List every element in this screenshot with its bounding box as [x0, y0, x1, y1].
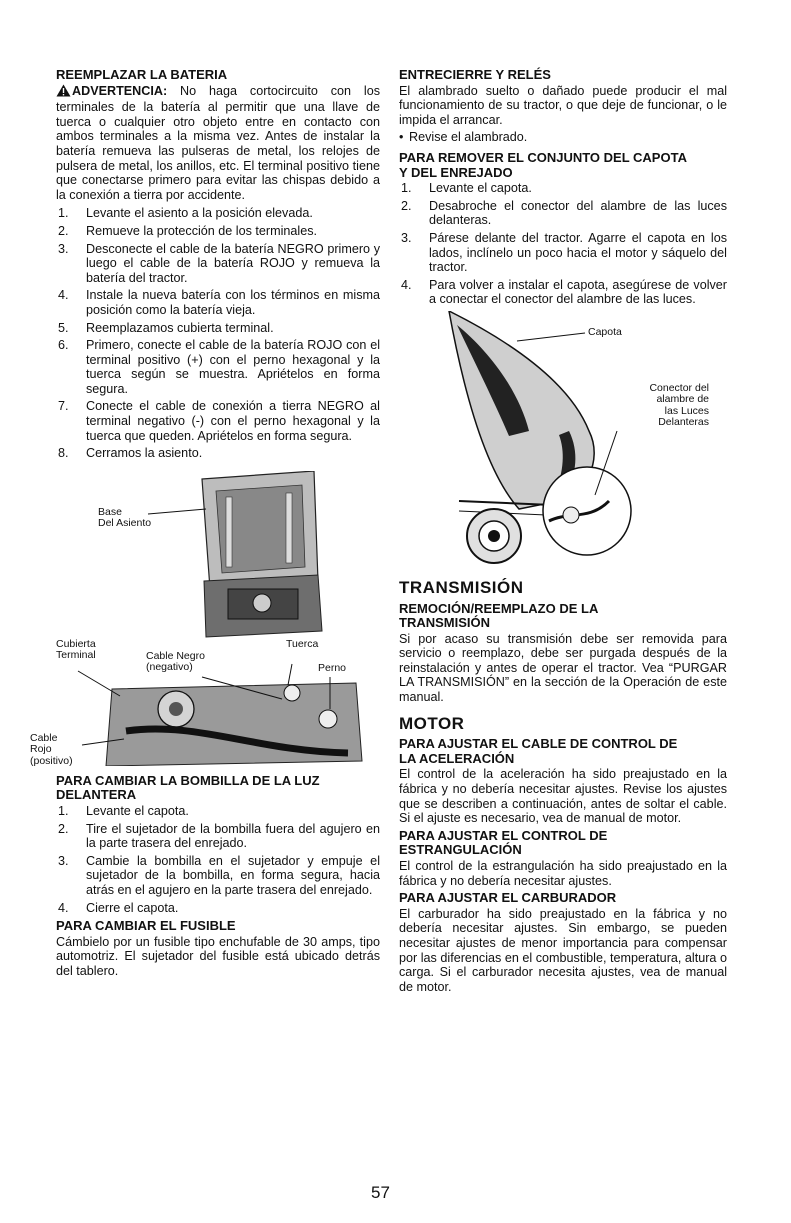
page-number: 57: [371, 1183, 390, 1202]
hood-steps: [399, 181, 727, 307]
label-cable-negro: Cable Negro (negativo): [146, 649, 205, 674]
hood-title: PARA REMOVER EL CONJUNTO DEL CAPOTA Y DEL ENREJADO: [399, 149, 687, 180]
label-conector: Conector del alambre de las Luces Delanteras: [649, 381, 709, 429]
hood-figure: [399, 311, 727, 573]
fuse-text: Cámbielo por un fusible tipo enchufable de 30 amps, tipo automotriz. El sujetador del fusible está ubicado detrás del tablero.: [56, 934, 380, 978]
list-item: 4. Cierre el capota.: [58, 900, 179, 915]
motor-section: MOTOR: [399, 713, 465, 733]
warning-icon: [56, 84, 71, 101]
battery-title: REEMPLAZAR LA BATERIA: [56, 67, 228, 82]
battery-steps: [56, 206, 380, 461]
label-perno: Perno: [318, 661, 347, 674]
fuse-title: PARA CAMBIAR EL FUSIBLE: [56, 918, 236, 934]
list-item: 7. Conecte el cable de conexión a tierra NEGRO al terminal negativo (-) con el perno hexagonal y la tuerca que queden. Apriételos en forma segura.: [58, 399, 380, 443]
battery-figure: [30, 471, 380, 767]
right-column: [399, 68, 727, 997]
transmission-title: REMOCIÓN/REEMPLAZO DE LA TRANSMISIÓN: [399, 600, 599, 631]
battery-warning: [56, 84, 380, 203]
choke-text: El control de la estrangulación ha sido preajustado en la fábrica y no debería necesitar ajustes.: [399, 859, 727, 888]
list-item: • Revise el alambrado.: [399, 130, 528, 145]
list-item: 3. Desconecte el cable de la batería NEGRO primero y luego el cable de la batería ROJO y remueva la batería del tractor.: [58, 241, 380, 285]
transmission-text: Si por acaso su transmisión debe ser removida para servicio o reemplazo, debe ser purgada después de la reinstalación y antes de operar el tractor. Vea “PURGAR LA TRANSMISIÓN” en la sección de la Operación de este manual.: [399, 631, 727, 705]
label-cable-rojo: Cable Rojo (positivo): [30, 731, 73, 767]
list-item: 1. Levante el asiento a la posición elevada.: [58, 206, 313, 221]
bulb-steps: [56, 804, 380, 915]
label-base-asiento: Base Del Asiento: [98, 505, 152, 530]
list-item: 2. Tire el sujetador de la bombilla fuera del agujero en la parte trasera del enrejado.: [58, 821, 380, 851]
warning-text: No haga cortocircuito con los terminales de la batería al permitir que una llave de tuerca o cualquier otro objeto entre en contacto con ambos terminales a la misma vez. Antes de instalar la batería remueva las pulseras de metal, los relojes de pulsera de metal, los anillos, etc. El terminal positivo tiene que conectarse primero para evitar las chispas debido a la conexión a tierra por accidente.: [56, 83, 380, 202]
wiring-bullets: [399, 130, 727, 145]
choke-title: PARA AJUSTAR EL CONTROL DE ESTRANGULACIÓN: [399, 827, 608, 858]
left-column: [30, 67, 380, 982]
warning-label: ADVERTENCIA:: [72, 83, 168, 98]
wiring-title: ENTRECIERRE Y RELÉS: [399, 67, 551, 82]
list-item: 1. Levante el capota.: [58, 804, 189, 819]
throttle-title: PARA AJUSTAR EL CABLE DE CONTROL DE LA ACELERACIÓN: [399, 736, 678, 766]
list-item: 4. Para volver a instalar el capota, asegúrese de volver a conectar el conector del alambre de las luces.: [401, 277, 727, 307]
list-item: 1. Levante el capota.: [401, 181, 532, 196]
list-item: 2. Desabroche el conector del alambre de las luces delanteras.: [401, 198, 727, 228]
list-item: 6. Primero, conecte el cable de la batería ROJO con el terminal positivo (+) con el perno hexagonal y la tuerca según se muestra. Apriételos en forma segura.: [58, 338, 380, 396]
label-tuerca: Tuerca: [286, 637, 319, 650]
throttle-text: El control de la aceleración ha sido preajustado en la fábrica y no debería necesitar ajustes. Revise los ajustes que se describen a continuación, antes de soltar el cable. Si el ajuste es necesario, vea de manual de motor.: [399, 767, 727, 826]
label-capota: Capota: [588, 325, 622, 338]
carb-title: PARA AJUSTAR EL CARBURADOR: [399, 890, 617, 906]
list-item: 2. Remueve la protección de los terminales.: [58, 223, 317, 238]
label-cubierta-terminal: Cubierta Terminal: [56, 637, 96, 662]
hood-illustration: [399, 311, 727, 573]
wiring-text: El alambrado suelto o dañado puede producir el mal funcionamiento de su tractor, o que deje de funcionar, o le impida el arrancar.: [399, 83, 727, 127]
list-item: 3. Párese delante del tractor. Agarre el capota en los lados, inclínelo un poco hacia el motor y sáquelo del tractor.: [401, 230, 727, 275]
list-item: 4. Instale la nueva batería con los términos en misma posición como la batería vieja.: [58, 288, 380, 317]
transmission-section: TRANSMISIÓN: [399, 577, 524, 597]
carb-text: El carburador ha sido preajustado en la fábrica y no debería necesitar ajustes. Sin embargo, se pueden necesitar ajustes de menor importancia para compensar por las diferencias en el combustible, temperatura, altura o carga. Si el carburador necesita ajustes, vea de manual de motor.: [399, 906, 727, 994]
list-item: 5. Reemplazamos cubierta terminal.: [58, 320, 274, 335]
bulb-title: PARA CAMBIAR LA BOMBILLA DE LA LUZ DELANTERA: [56, 772, 320, 803]
list-item: 3. Cambie la bombilla en el sujetador y empuje el sujetador de la bombilla, en forma segura, hacia atrás en el agujero en la parte trasera del enrejado.: [58, 853, 380, 897]
list-item: 8. Cerramos la asiento.: [58, 446, 203, 461]
